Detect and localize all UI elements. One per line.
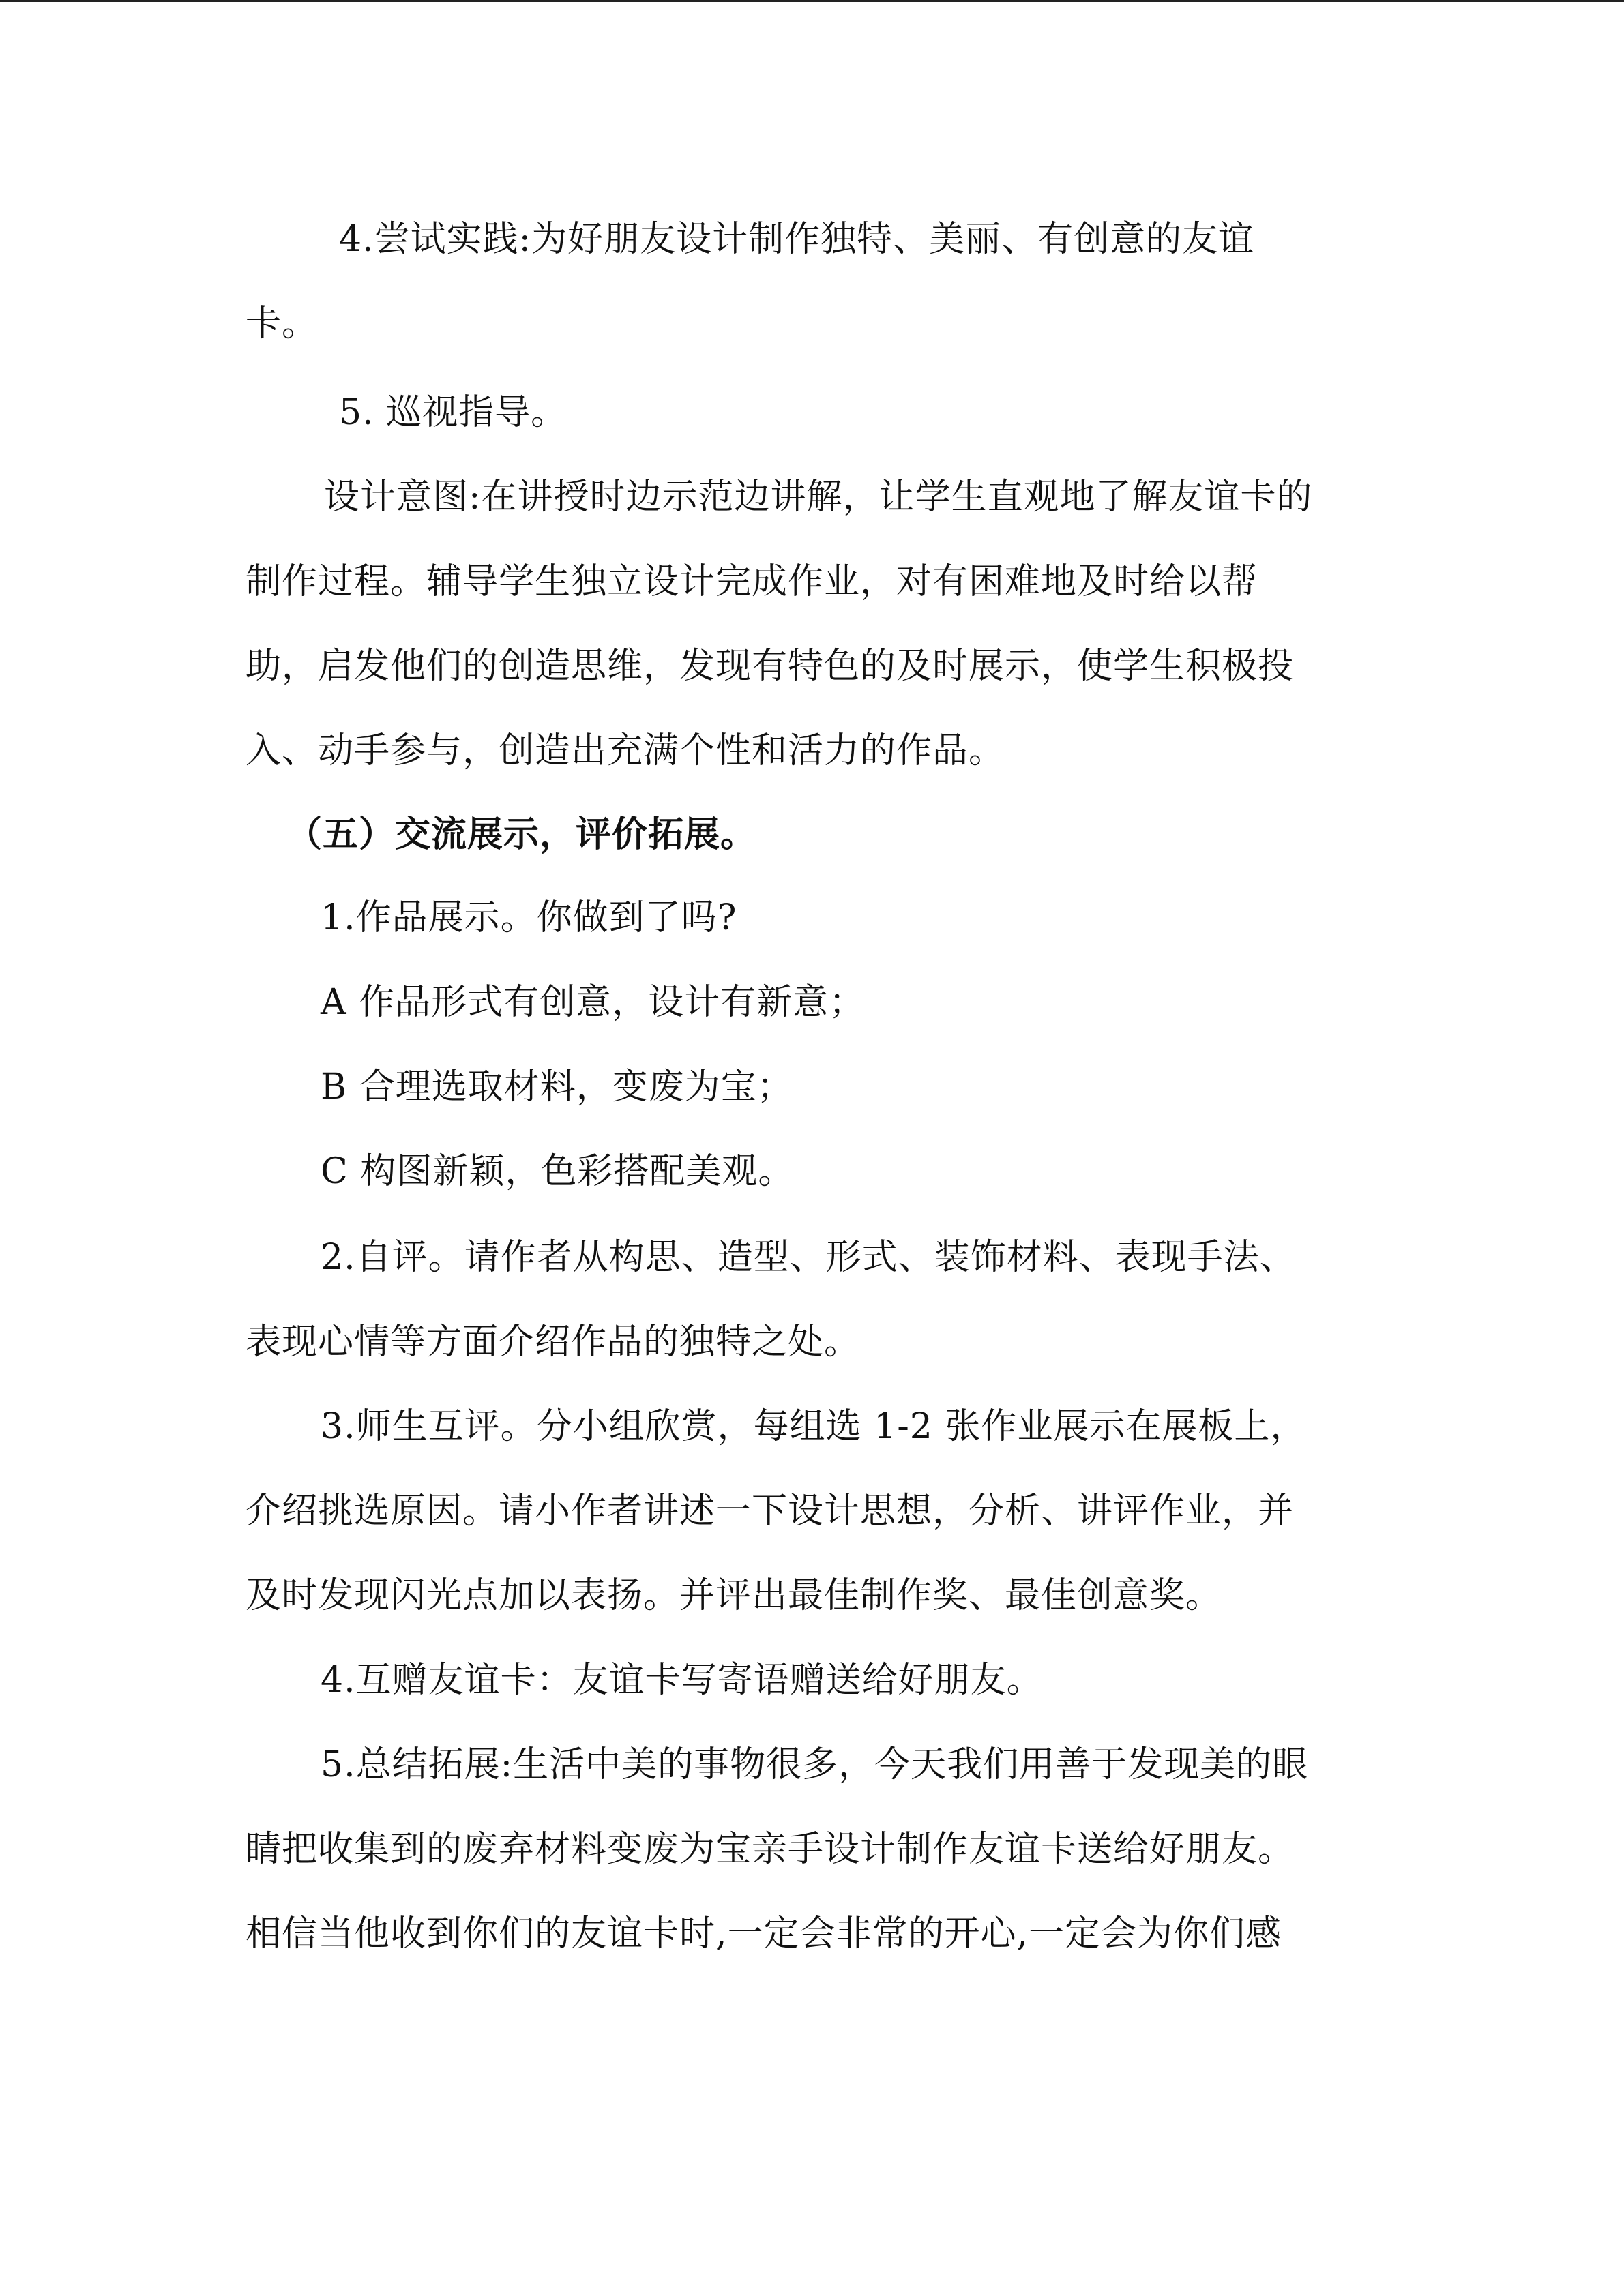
paragraph-line-step-4: 4.尝试实践:为好朋友设计制作独特、美丽、有创意的友谊 — [339, 219, 1255, 260]
paragraph-line-self-eval-2: 表现心情等方面介绍作品的独特之处。 — [246, 1322, 861, 1362]
paragraph-line-peer-eval-2: 介绍挑选原因。请小作者讲述一下设计思想，分析、讲评作业，并 — [246, 1491, 1295, 1532]
paragraph-line-design-intent-4: 入、动手参与，创造出充满个性和活力的作品。 — [246, 730, 1005, 771]
criteria-item-a: A 作品形式有创意，设计有新意； — [321, 982, 866, 1023]
paragraph-line-step-5: 5. 巡视指导。 — [339, 392, 567, 433]
paragraph-line-summary-2: 睛把收集到的废弃材料变废为宝亲手设计制作友谊卡送给好朋友。 — [246, 1829, 1295, 1870]
paragraph-line-step-4-cont: 卡。 — [246, 303, 319, 344]
criteria-item-b: B 合理选取材料，变废为宝； — [321, 1067, 793, 1107]
paragraph-line-self-eval: 2.自评。请作者从构思、造型、形式、装饰材料、表现手法、 — [321, 1237, 1296, 1278]
paragraph-line-summary: 5.总结拓展:生活中美的事物很多，今天我们用善于发现美的眼 — [321, 1744, 1309, 1785]
criteria-item-c: C 构图新颖，色彩搭配美观。 — [321, 1151, 795, 1192]
paragraph-line-summary-3: 相信当他收到你们的友谊卡时,一定会非常的开心,一定会为你们感 — [246, 1913, 1282, 1954]
paragraph-line-peer-eval: 3.师生互评。分小组欣赏，每组选 1-2 张作业展示在展板上， — [321, 1406, 1307, 1447]
paragraph-line-exchange-cards: 4.互赠友谊卡：友谊卡写寄语赠送给好朋友。 — [321, 1660, 1043, 1701]
paragraph-line-design-intent-2: 制作过程。辅导学生独立设计完成作业，对有困难地及时给以帮 — [246, 561, 1258, 602]
paragraph-line-design-intent: 设计意图:在讲授时边示范边讲解，让学生直观地了解友谊卡的 — [324, 477, 1313, 518]
paragraph-line-showcase: 1.作品展示。你做到了吗? — [321, 897, 737, 938]
paragraph-line-peer-eval-3: 及时发现闪光点加以表扬。并评出最佳制作奖、最佳创意奖。 — [246, 1575, 1222, 1616]
section-heading: （五）交流展示，评价拓展。 — [286, 814, 757, 855]
paragraph-line-design-intent-3: 助，启发他们的创造思维，发现有特色的及时展示，使学生积极投 — [246, 646, 1295, 687]
